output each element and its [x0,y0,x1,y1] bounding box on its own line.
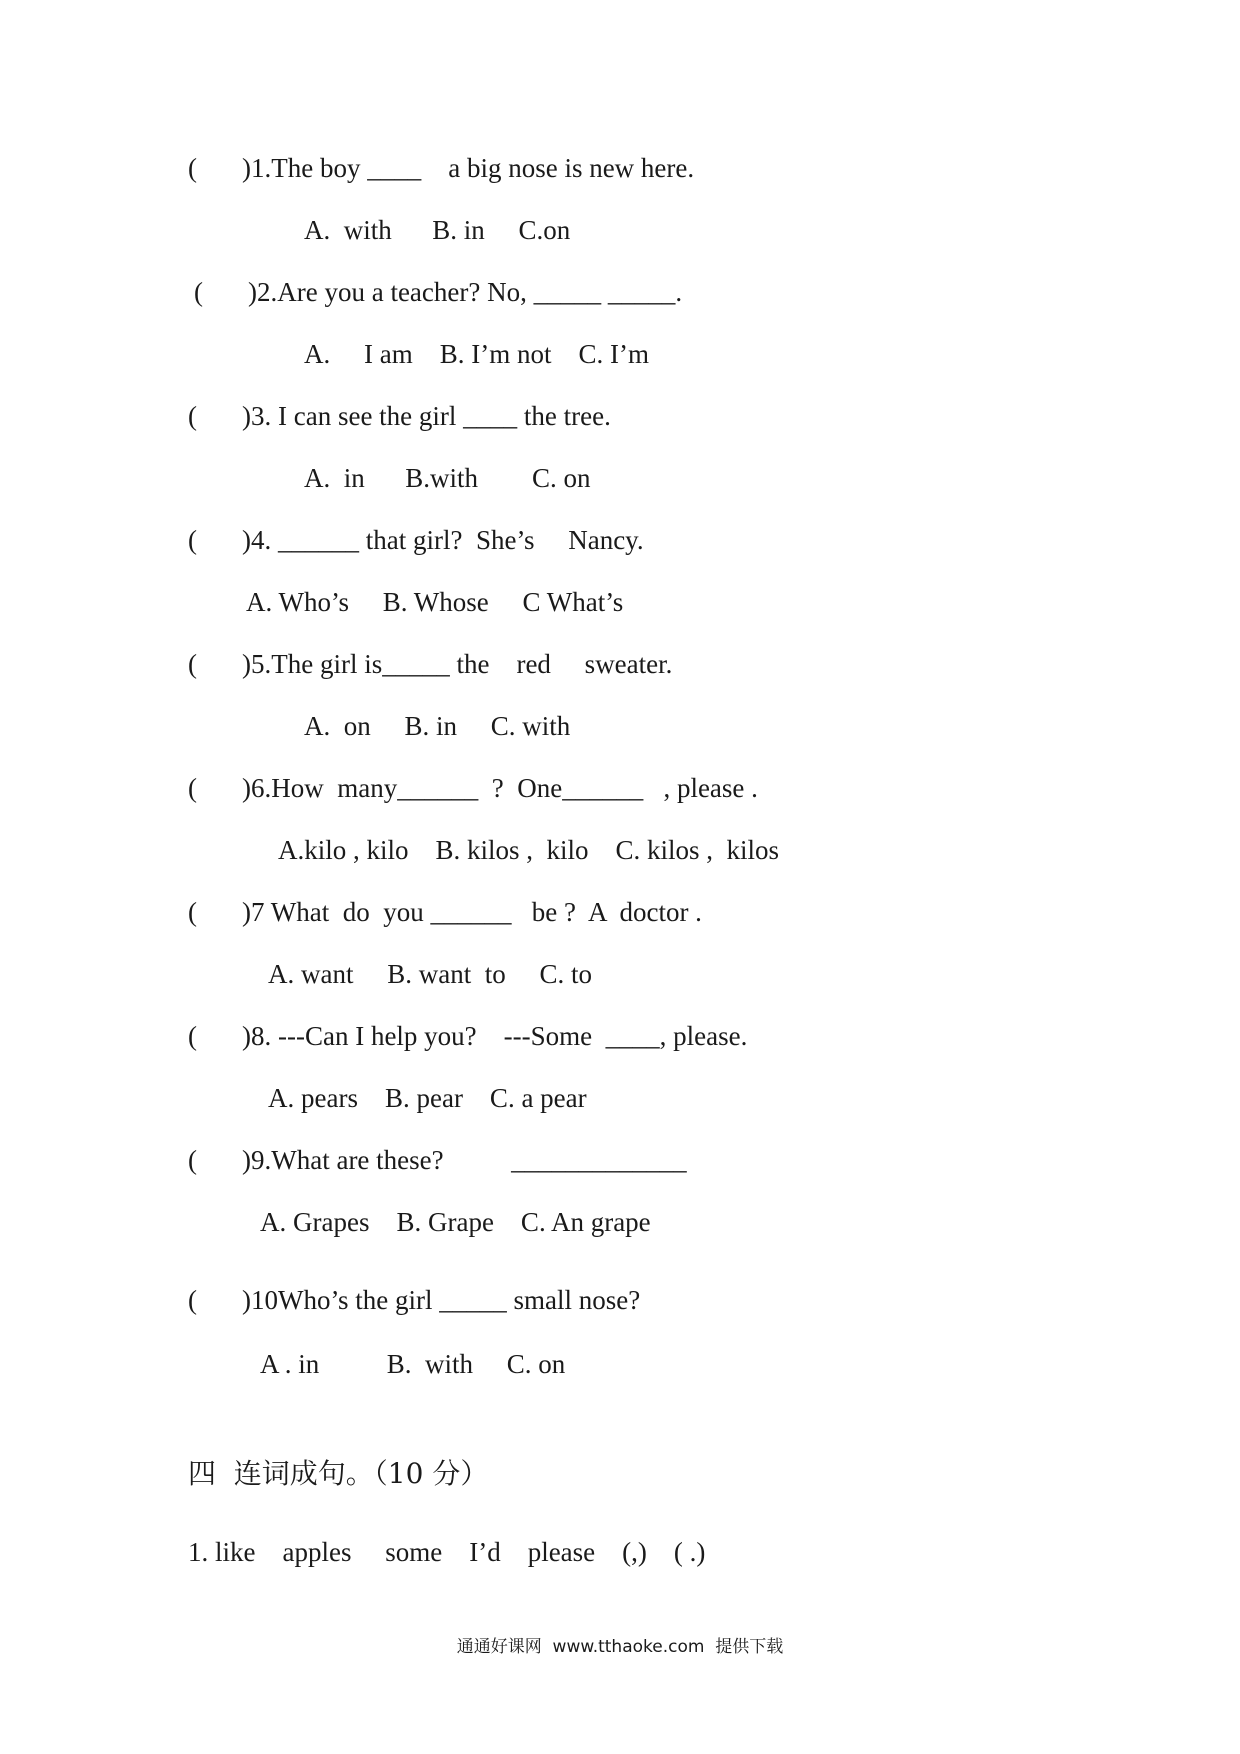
answer-paren: ( [188,153,197,183]
question-options: A. pears B. pear C. a pear [268,1083,587,1113]
question-text: )9.What are these? _____________ [242,1145,687,1175]
answer-paren: ( [188,1021,197,1051]
page-footer: 通通好课网 www.tthaoke.com 提供下载 [456,1637,784,1657]
question-options: A. I am B. I’m not C. I’m [304,339,649,369]
section-title: 四 连词成句。（10 分） [188,1457,489,1490]
answer-paren: ( [188,1285,197,1315]
answer-paren: ( [188,401,197,431]
question-options: A. on B. in C. with [304,711,571,741]
question-text: )6.How many______ ? One______ , please . [242,773,758,803]
question-options: A. with B. in C.on [304,215,571,245]
answer-paren: ( [188,649,197,679]
question-options: A. want B. want to C. to [268,959,592,989]
question-text: )8. ---Can I help you? ---Some ____, please. [242,1021,748,1051]
answer-paren: ( [188,1145,197,1175]
question-options: A.kilo , kilo B. kilos , kilo C. kilos , kilos [278,835,780,865]
question-text: )5.The girl is_____ the red sweater. [242,649,673,679]
question-text: )7 What do you ______ be ? A doctor . [242,897,702,927]
question-options: A. Who’s B. Whose C What’s [246,587,624,617]
question-text: )2.Are you a teacher? No, _____ _____. [248,277,683,307]
question-text: )10Who’s the girl _____ small nose? [242,1285,641,1315]
question-options: A . in B. with C. on [260,1349,566,1379]
answer-paren: ( [194,277,203,307]
question-text: )4. ______ that girl? She’s Nancy. [242,525,644,555]
answer-paren: ( [188,525,197,555]
sentence-item: 1. like apples some I’d please (,) ( .) [188,1537,706,1567]
answer-paren: ( [188,773,197,803]
answer-paren: ( [188,897,197,927]
question-options: A. in B.with C. on [304,463,591,493]
question-options: A. Grapes B. Grape C. An grape [260,1207,651,1237]
question-text: )1.The boy ____ a big nose is new here. [242,153,695,183]
question-text: )3. I can see the girl ____ the tree. [242,401,611,431]
